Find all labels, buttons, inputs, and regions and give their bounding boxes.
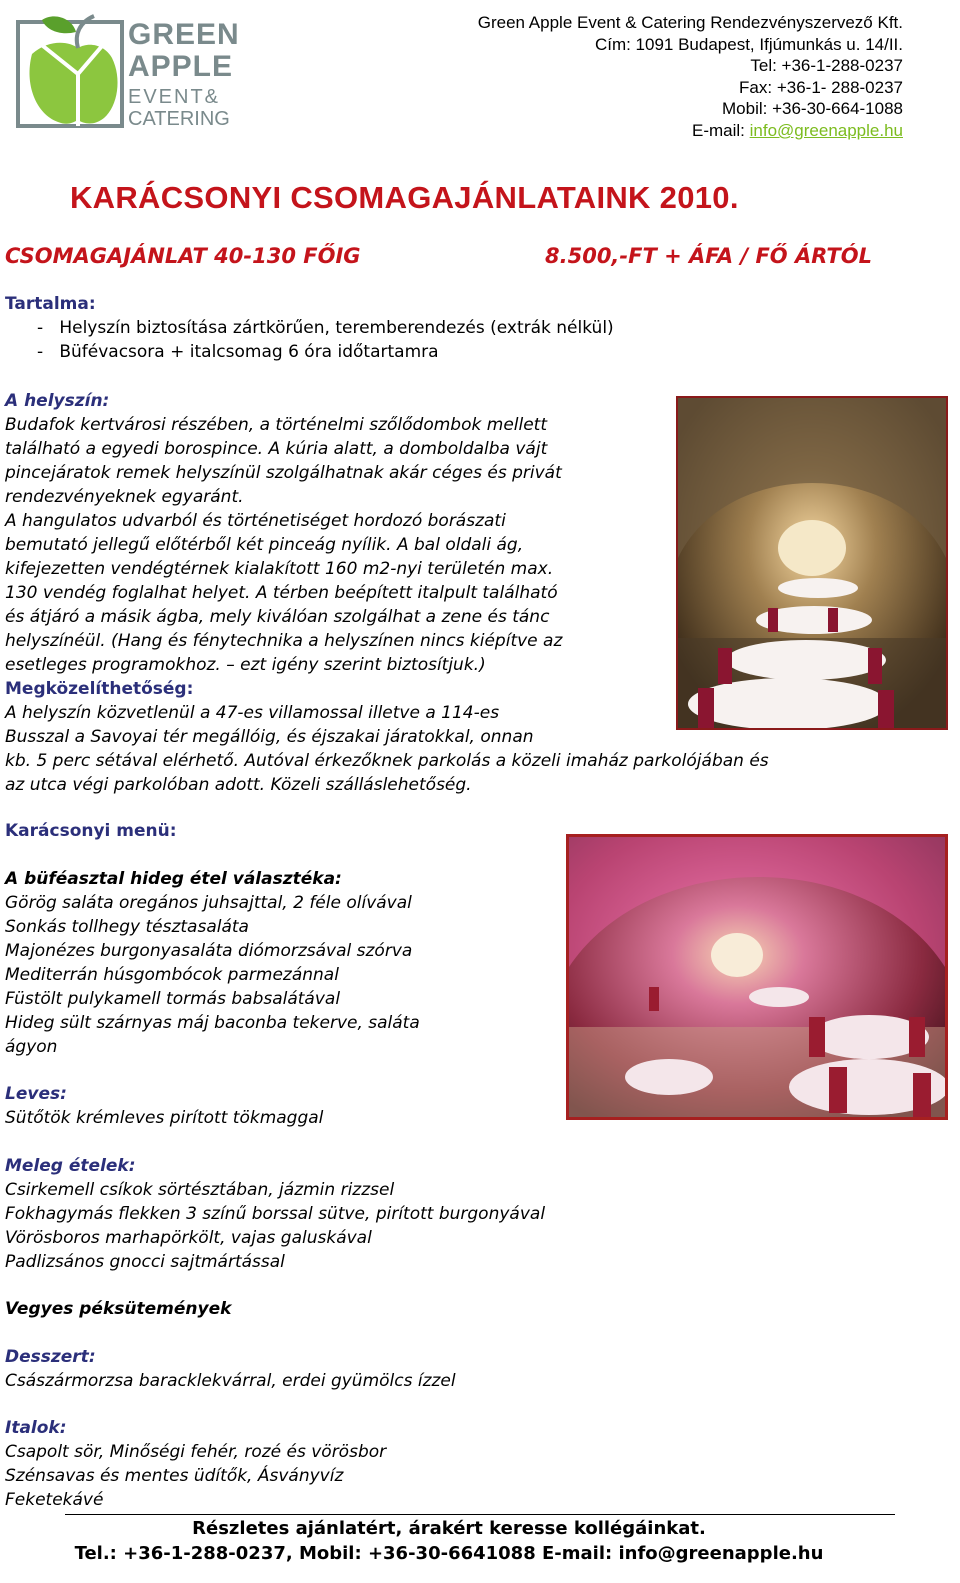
venue-line: helyszínéül. (Hang és fénytechnika a helyszínen nincs kiépítve az (5, 631, 563, 651)
menu-item: Szénsavas és mentes üdítők, Ásványvíz (5, 1466, 344, 1486)
drinks-heading: Italok: (5, 1418, 67, 1438)
company-mobil: Mobil: +36-30-664-1088 (722, 99, 903, 119)
soup-heading: Leves: (5, 1084, 67, 1104)
menu-item: Csapolt sör, Minőségi fehér, rozé és vörösbor (5, 1442, 387, 1462)
contents-item: - Helyszín biztosítása zártkörűen, teremberendezés (extrák nélkül) (37, 318, 614, 338)
cellar-photo-image (678, 398, 946, 728)
venue-line: bemutató jellegű előtérből két pinceág nyílik. A bal oldali ág, (5, 535, 524, 555)
tunnel-photo-image (569, 837, 945, 1117)
access-line: Busszal a Savoyai tér megállóig, és éjszakai járatokkal, onnan (5, 727, 534, 747)
venue-line: esetleges programokhoz. – ezt igény szerint biztosítjuk.) (5, 655, 486, 675)
warm-list (5, 1178, 705, 1274)
warm-heading: Meleg ételek: (5, 1156, 136, 1176)
email-label: E-mail: (692, 120, 750, 140)
access-line: kb. 5 perc sétával elérhető. Autóval érkezőknek parkolás a közeli imaház parkolójában és (5, 751, 769, 771)
venue-line: kifejezetten vendégtérnek kialakított 160 m2-nyi területén max. (5, 559, 554, 579)
access-text-b (5, 749, 905, 797)
logo-text-catering: CATERING (128, 108, 230, 130)
page-title: KARÁCSONYI CSOMAGAJÁNLATAINK 2010. (70, 180, 739, 215)
venue-line: 130 vendég foglalhat helyet. A térben beépített italpult található (5, 583, 558, 603)
package-title: CSOMAGAJÁNLAT 40-130 FŐIG (5, 244, 361, 268)
package-price: 8.500,-FT + ÁFA / FŐ ÁRTÓL (545, 244, 872, 268)
venue-line: pincejáratok remek helyszínül szolgálhatnak akár céges és privát (5, 463, 562, 483)
access-text-a (5, 701, 655, 749)
cold-list (5, 891, 565, 1059)
menu-item: Sonkás tollhegy tésztasaláta (5, 917, 249, 937)
venue-heading: A helyszín: (5, 391, 110, 411)
menu-item: Feketekávé (5, 1490, 104, 1510)
company-address: Cím: 1091 Budapest, Ifjúmunkás u. 14/II. (594, 34, 903, 54)
drinks-list (5, 1440, 605, 1512)
menu-item: Hideg sült szárnyas máj baconba tekerve, saláta (5, 1013, 420, 1033)
footer-contacts: Tel.: +36-1-288-0237, Mobil: +36-30-6641088 E-mail: info@greenapple.hu (74, 1543, 824, 1564)
menu-item: Füstölt pulykamell tormás babsalátával (5, 989, 341, 1009)
venue-line: rendezvényeknek egyaránt. (5, 487, 244, 507)
company-tel: Tel: +36-1-288-0237 (750, 56, 903, 76)
pastry-heading: Vegyes péksütemények (5, 1299, 232, 1319)
dessert-heading: Desszert: (5, 1347, 96, 1367)
menu-item: ágyon (5, 1037, 58, 1057)
menu-item: Császármorzsa baracklekvárral, erdei gyümölcs ízzel (5, 1371, 456, 1391)
menu-item: Mediterrán húsgombócok parmezánnal (5, 965, 339, 985)
menu-item: Vörösboros marhapörkölt, vajas galuskával (5, 1228, 372, 1248)
contents-item: - Büfévacsora + italcsomag 6 óra időtartamra (37, 342, 439, 362)
company-name: Green Apple Event & Catering Rendezvényszervező Kft. (477, 13, 903, 32)
venue-line: található a egyedi borospince. A kúria alatt, a domboldalba vájt (5, 439, 548, 459)
cold-heading: A büféasztal hideg étel választéka: (5, 869, 342, 889)
menu-item: Sütőtök krémleves pirított tökmaggal (5, 1108, 324, 1128)
logo-text-green: GREEN (128, 18, 240, 51)
cellar-banquet-photo (676, 396, 948, 730)
access-heading: Megközelíthetőség: (5, 679, 194, 699)
menu-item: Csirkemell csíkok sörtésztában, jázmin rizzsel (5, 1180, 395, 1200)
venue-line: és átjáró a másik ágba, mely kiválóan szolgálhat a zene és tánc (5, 607, 550, 627)
access-line: A helyszín közvetlenül a 47-es villamossal illetve a 114-es (5, 703, 500, 723)
company-email-row (478, 120, 903, 142)
menu-item: Fokhagymás flekken 3 színű borssal sütve, pirított burgonyával (5, 1204, 546, 1224)
company-logo (14, 14, 254, 136)
venue-line: A hangulatos udvarból és történetiséget hordozó borászati (5, 511, 506, 531)
menu-item: Padlizsános gnocci sajtmártással (5, 1252, 285, 1272)
email-link[interactable]: info@greenapple.hu (749, 120, 903, 140)
contents-heading: Tartalma: (5, 294, 96, 314)
company-info (478, 12, 903, 142)
menu-heading: Karácsonyi menü: (5, 821, 177, 841)
venue-text (5, 413, 655, 677)
logo-text-apple: APPLE (128, 50, 234, 83)
footer-cta: Részletes ajánlatért, árakért keresse kollégáinkat. (192, 1518, 706, 1539)
menu-item: Majonézes burgonyasaláta diómorzsával szórva (5, 941, 413, 961)
logo-text-event: EVENT& (128, 86, 221, 108)
company-fax: Fax: +36-1- 288-0237 (739, 77, 903, 97)
cellar-tunnel-photo (566, 834, 948, 1120)
footer-divider (65, 1514, 895, 1515)
menu-item: Görög saláta oregános juhsajttal, 2 féle olívával (5, 893, 412, 913)
venue-line: Budafok kertvárosi részében, a történelmi szőlődombok mellett (5, 415, 548, 435)
access-line: az utca végi parkolóban adott. Közeli szálláslehetőség. (5, 775, 472, 795)
